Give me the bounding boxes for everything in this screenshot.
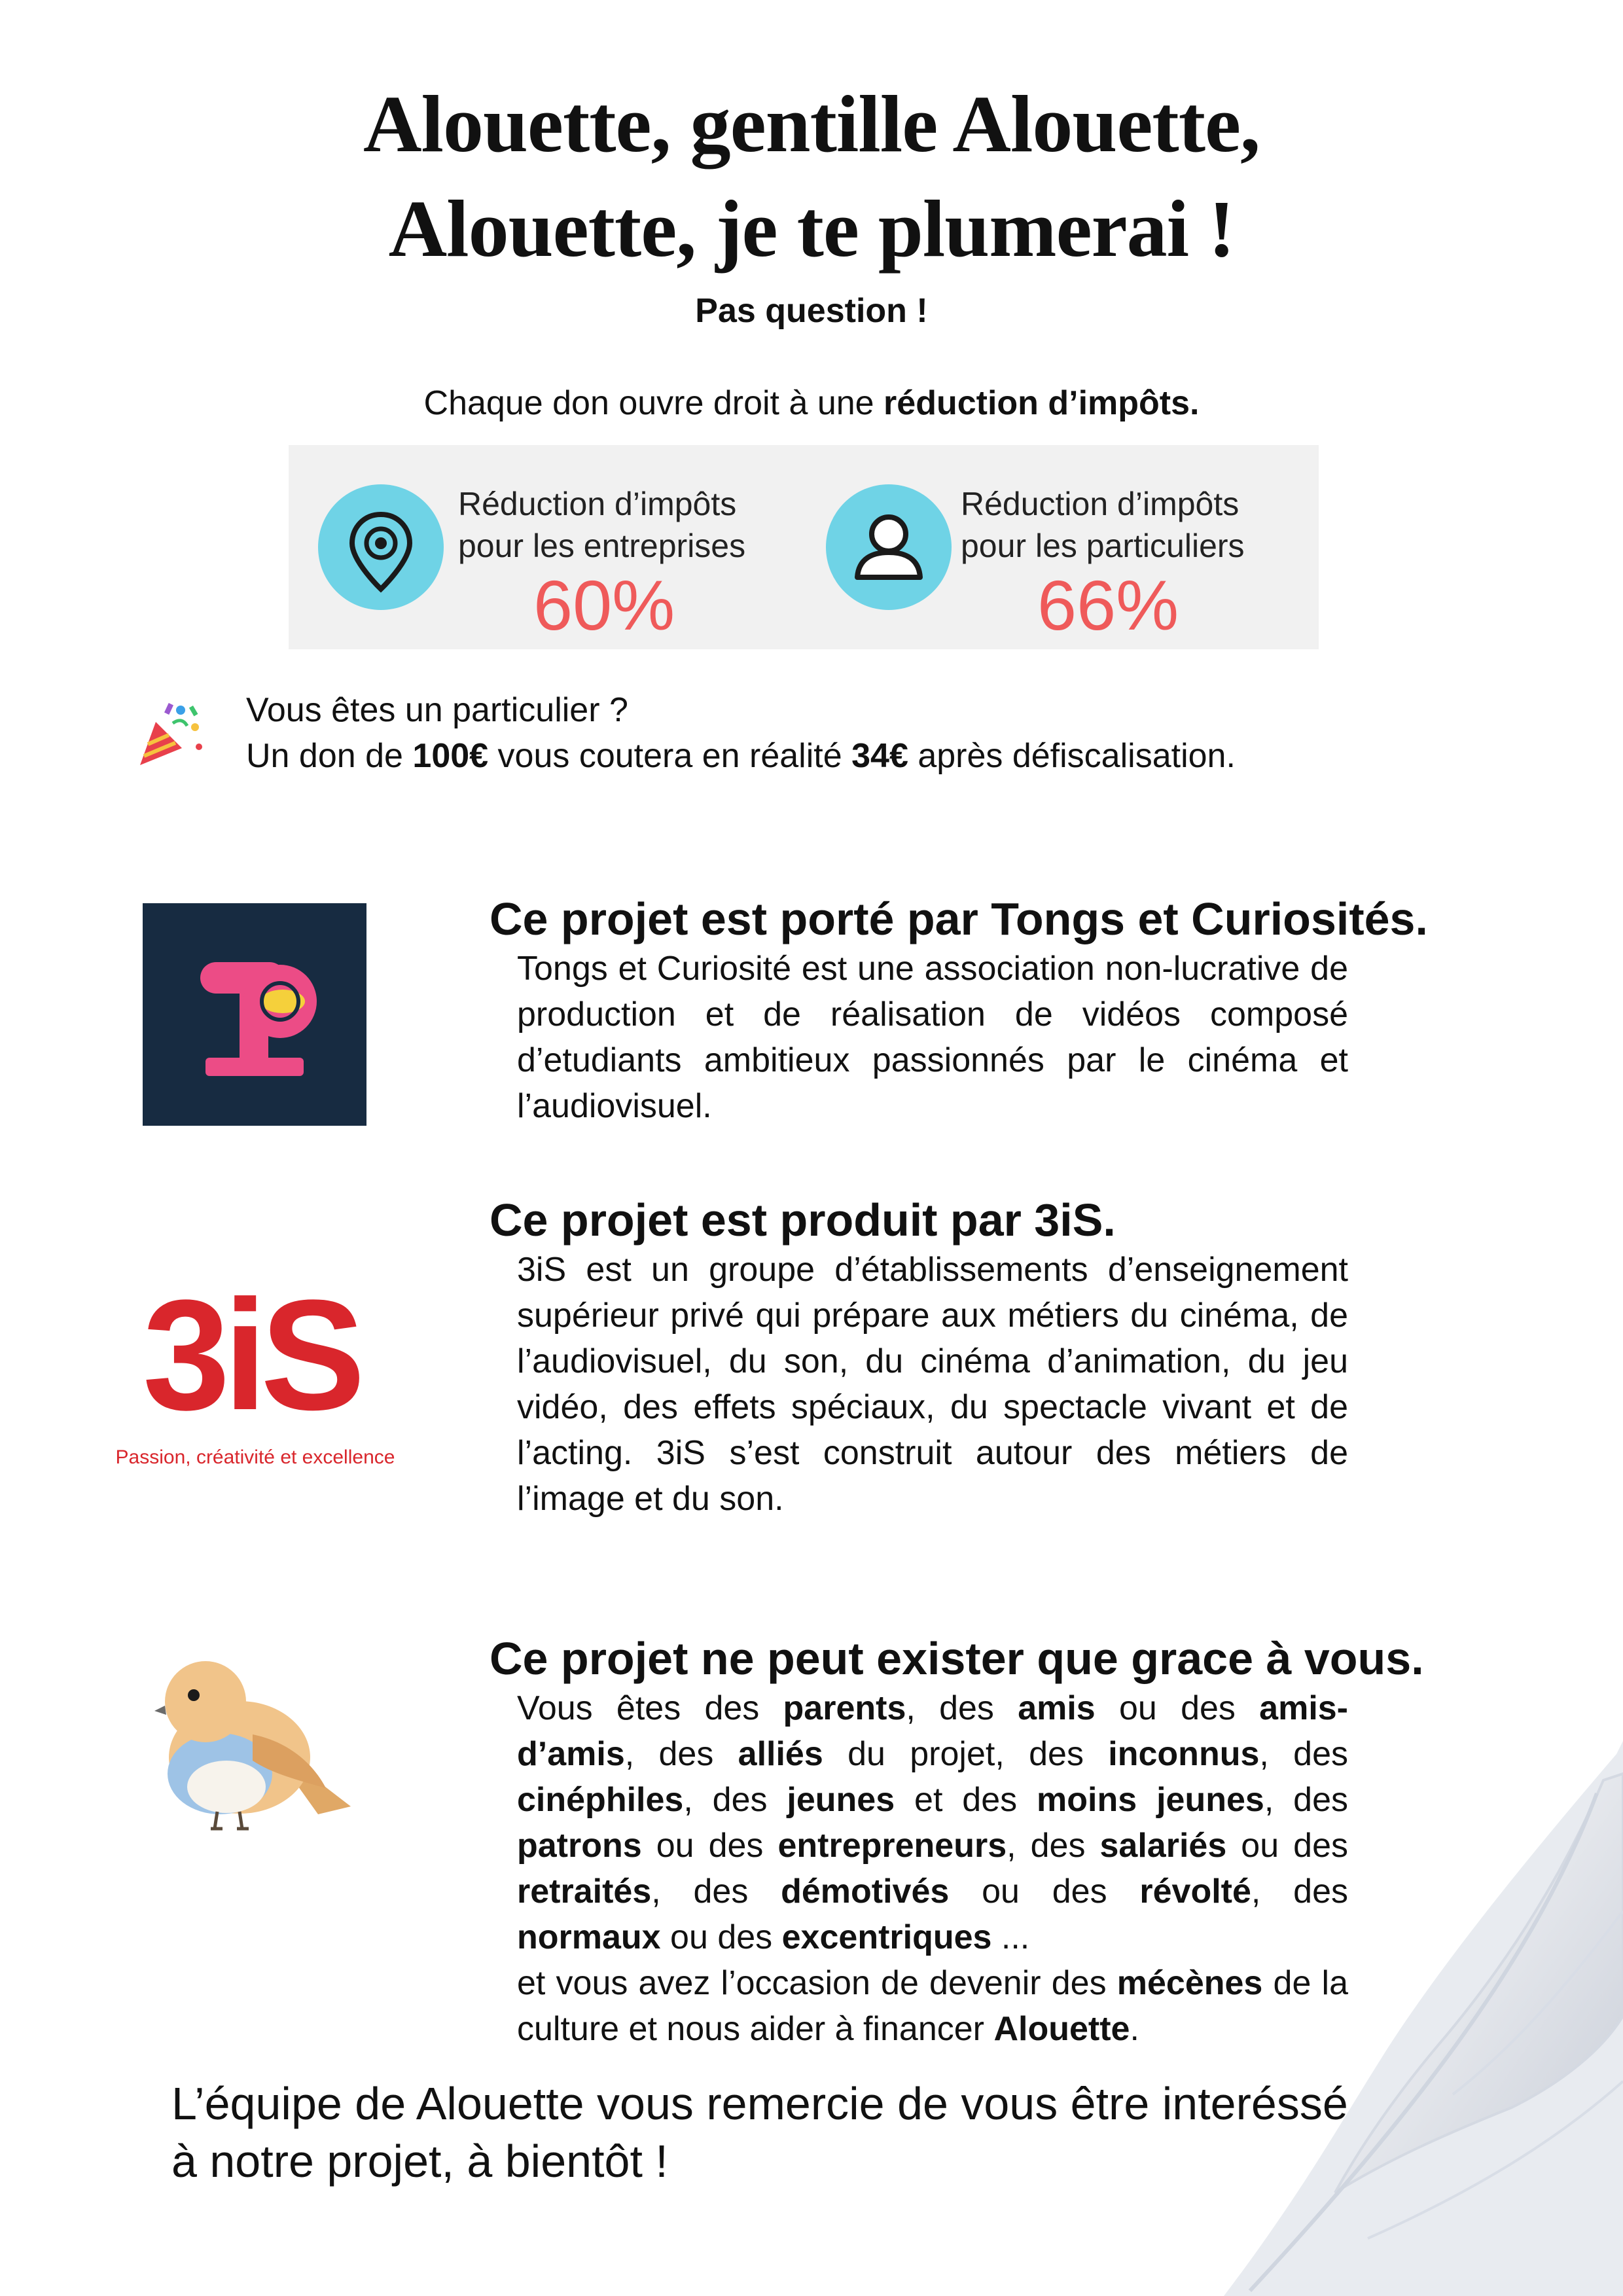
intro-plain: Chaque don ouvre droit à une: [423, 384, 884, 422]
subtitle: Pas question !: [695, 292, 928, 330]
note-text: Un don de: [246, 737, 413, 775]
individuals-percent: 66%: [1037, 565, 1179, 645]
closing-line-1: L’équipe de Alouette vous remercie de vous être interéssé: [171, 2078, 1348, 2129]
you-body: [517, 1685, 1348, 2052]
individuals-label-line-2: pour les particuliers: [961, 528, 1245, 564]
body-text: de la culture et nous aider à financer: [517, 1964, 1348, 2048]
closing-line-2: à notre projet, à bientôt !: [171, 2136, 668, 2187]
body-text: , des: [1007, 1827, 1100, 1865]
three-is-logo-text: 3iS: [143, 1267, 359, 1443]
individuals-label: [961, 483, 1245, 567]
body-text: ou des: [1095, 1689, 1260, 1727]
body-text: , des: [1259, 1735, 1348, 1773]
companies-label: [458, 483, 745, 567]
body-text: , des: [624, 1735, 738, 1773]
body-text: du projet, des: [823, 1735, 1109, 1773]
tongs-heading: Ce projet est porté par Tongs et Curiosités.: [490, 893, 1428, 944]
real-cost-amount: 34€: [851, 737, 908, 775]
body-text: ou des: [641, 1827, 778, 1865]
emphasis-word: amis: [1018, 1689, 1096, 1727]
companies-label-line-1: Réduction d’impôts: [458, 486, 737, 522]
body-text: , des: [906, 1689, 1018, 1727]
body-text: ou des: [949, 1873, 1140, 1910]
companies-label-line-2: pour les entreprises: [458, 528, 746, 564]
body-text: Vous êtes des: [517, 1689, 783, 1727]
emphasis-word: inconnus: [1108, 1735, 1260, 1773]
intro-bold: réduction d’impôts.: [883, 384, 1200, 422]
emphasis-word: cinéphiles: [517, 1781, 684, 1819]
emphasis-word: moins jeunes: [1037, 1781, 1264, 1819]
body-text: ...: [991, 1918, 1030, 1956]
body-text: , des: [1264, 1781, 1348, 1819]
body-text: ou des: [1226, 1827, 1348, 1865]
emphasis-word: démotivés: [781, 1873, 950, 1910]
three-is-logo: [143, 1267, 359, 1443]
body-text: , des: [651, 1873, 781, 1910]
tongs-curiosites-logo: [143, 903, 366, 1126]
individuals-label-line-1: Réduction d’impôts: [961, 486, 1240, 522]
three-is-body: 3iS est un groupe d’établissements d’enseignement supérieur privé qui prépare aux métiers du cinéma, de l’audiovisuel, du son, du cinéma d’animation, du jeu vidéo, des effets spéciaux, du spectacle vivant et de l’acting. 3iS s’est construit autour des métiers de l’image et du son.: [517, 1251, 1348, 1518]
note-text: après défiscalisation.: [908, 737, 1236, 775]
individuals-icon-circle: [826, 484, 952, 610]
companies-percent: 60%: [533, 565, 675, 645]
note-line-1: Vous êtes un particulier ?: [246, 691, 628, 729]
emphasis-word: parents: [783, 1689, 906, 1727]
body-text: .: [1130, 2010, 1139, 2048]
emphasis-word: patrons: [517, 1827, 642, 1865]
body-text: , des: [1251, 1873, 1348, 1910]
title-line-2: Alouette, je te plumerai !: [388, 184, 1235, 274]
closing-message: [171, 2075, 1467, 2190]
party-popper-icon: [135, 697, 207, 769]
emphasis-word: révolté: [1139, 1873, 1251, 1910]
body-text: ou des: [660, 1918, 782, 1956]
person-icon: [826, 484, 952, 610]
tc-emblem-icon: [143, 903, 366, 1126]
body-text: et des: [895, 1781, 1037, 1819]
emphasis-word: alliés: [738, 1735, 823, 1773]
body-text: et vous avez l’occasion de devenir des: [517, 1964, 1117, 2002]
emphasis-word: Alouette: [993, 2010, 1130, 2048]
bird-icon: [154, 1643, 351, 1833]
emphasis-word: mécènes: [1116, 1964, 1263, 2002]
note-text: vous coutera en réalité: [488, 737, 852, 775]
individual-note: [246, 687, 1236, 779]
intro-text: [0, 384, 1623, 423]
you-paragraph-1: [517, 1685, 1348, 1960]
emphasis-word: jeunes: [787, 1781, 895, 1819]
companies-icon-circle: [318, 484, 444, 610]
you-paragraph-2: [517, 1960, 1348, 2052]
note-line-2: [246, 733, 1236, 779]
title-line-1: Alouette, gentille Alouette,: [363, 79, 1260, 169]
body-text: , des: [683, 1781, 787, 1819]
emphasis-word: salariés: [1099, 1827, 1227, 1865]
you-heading: Ce projet ne peut exister que grace à vous.: [490, 1633, 1424, 1684]
location-pin-icon: [318, 484, 444, 610]
emphasis-word: retraités: [517, 1873, 652, 1910]
emphasis-word: amis-d’amis: [517, 1689, 1348, 1773]
page-title: [0, 72, 1623, 281]
three-is-heading: Ce projet est produit par 3iS.: [490, 1194, 1116, 1246]
donation-amount: 100€: [412, 737, 489, 775]
emphasis-word: excentriques: [781, 1918, 992, 1956]
emphasis-word: entrepreneurs: [777, 1827, 1007, 1865]
three-is-tagline: Passion, créativité et excellence: [115, 1446, 395, 1468]
emphasis-word: normaux: [517, 1918, 661, 1956]
tongs-body: Tongs et Curiosité est une association non-lucrative de production et de réalisation de vidéos composé d’etudiants ambitieux passionnés par le cinéma et l’audiovisuel.: [517, 950, 1348, 1125]
